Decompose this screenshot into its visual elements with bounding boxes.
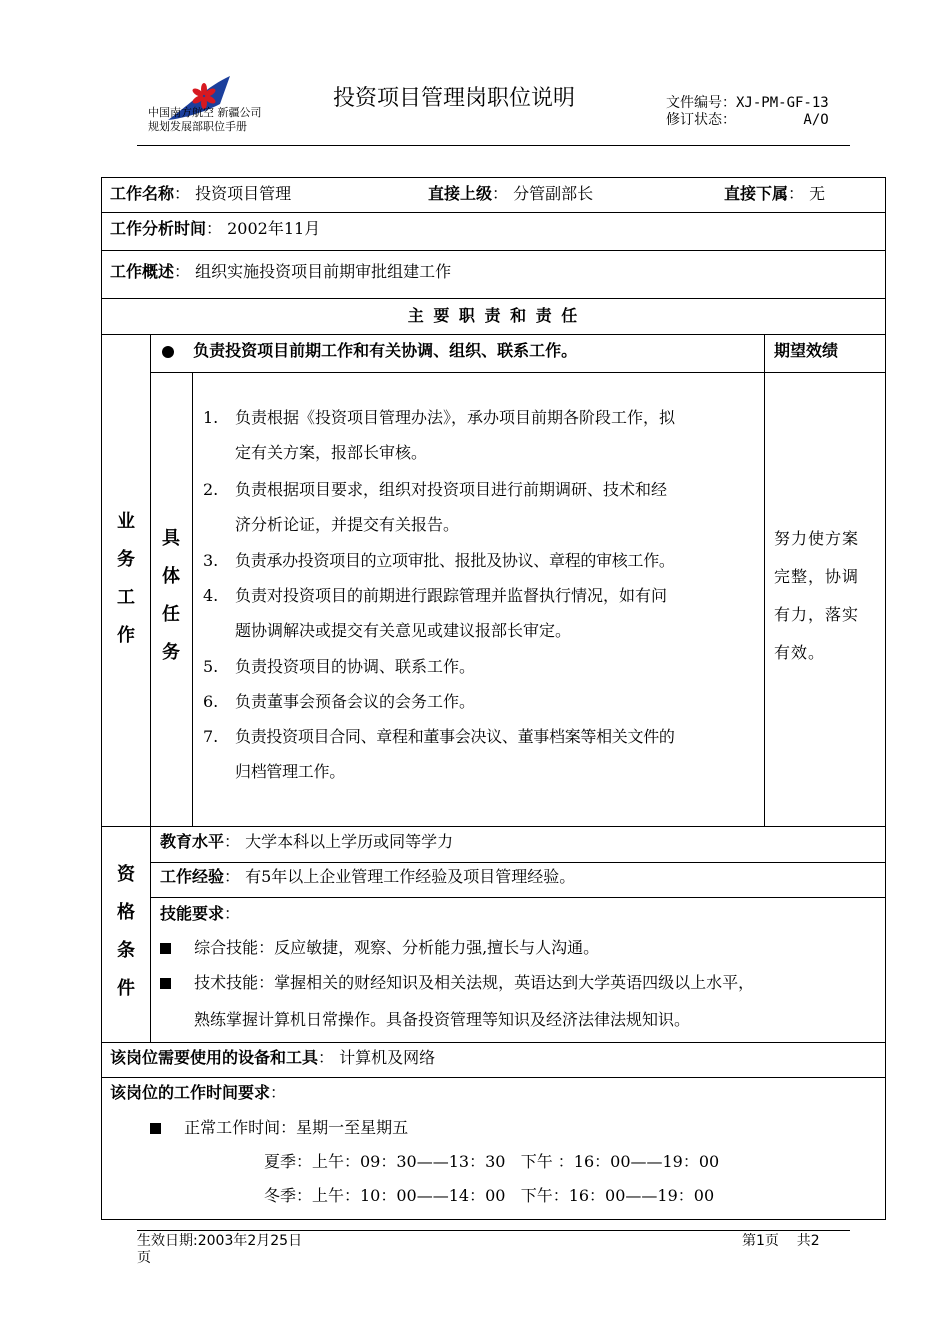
analysis-time-value: 2002年11月 bbox=[227, 219, 321, 238]
analysis-time-row: 工作分析时间： 2002年11月 bbox=[110, 219, 321, 238]
skills-label: 技能要求 bbox=[160, 904, 225, 923]
table-border bbox=[101, 177, 886, 178]
logo-subtitle: 规划发展部职位手册 bbox=[148, 120, 247, 133]
skill-tech-row bbox=[160, 973, 754, 993]
logo-company-name: 中国南方航空 新疆公司 bbox=[148, 106, 262, 119]
subordinate-label: 直接下属 bbox=[724, 184, 789, 203]
page-number: 第1页 共2 bbox=[742, 1233, 820, 1249]
row-divider bbox=[101, 298, 886, 299]
experience-value: 有5年以上企业管理工作经验及项目管理经验。 bbox=[245, 867, 576, 886]
col-divider bbox=[150, 334, 151, 1042]
col-divider bbox=[764, 334, 765, 826]
work-time-row: 该岗位的工作时间要求： bbox=[110, 1083, 287, 1102]
work-time-label: 该岗位的工作时间要求 bbox=[110, 1083, 271, 1102]
education-row: 教育水平： 大学本科以上学历或同等学力 bbox=[160, 832, 454, 851]
experience-label: 工作经验 bbox=[160, 867, 225, 886]
doc-number: 文件编号：XJ-PM-GF-13 bbox=[666, 95, 829, 111]
overview-value: 组织实施投资项目前期审批组建工作 bbox=[195, 262, 452, 281]
col-divider bbox=[192, 372, 193, 826]
footer-rule bbox=[137, 1230, 850, 1231]
business-work-label: 业 务 工 作 bbox=[117, 511, 135, 646]
revision-status: 修订状态： A/O bbox=[666, 112, 829, 128]
specific-tasks-label: 具 体 任 务 bbox=[162, 528, 180, 663]
superior-row: 直接上级： 分管副部长 bbox=[428, 184, 594, 203]
square-bullet-icon bbox=[160, 943, 171, 954]
equipment-value: 计算机及网络 bbox=[339, 1048, 436, 1067]
square-bullet-icon bbox=[150, 1123, 161, 1134]
expected-performance-text: 努力使方案 完整，协调 有力，落实 有效。 bbox=[774, 529, 860, 662]
expected-performance-label: 期望效绩 bbox=[774, 341, 839, 360]
row-divider bbox=[101, 1042, 886, 1043]
row-divider bbox=[101, 1077, 886, 1078]
skill-general-row bbox=[160, 938, 599, 958]
experience-row: 工作经验： 有5年以上企业管理工作经验及项目管理经验。 bbox=[160, 867, 576, 886]
overview-label: 工作概述 bbox=[110, 262, 175, 281]
equipment-row: 该岗位需要使用的设备和工具： 计算机及网络 bbox=[110, 1048, 436, 1067]
row-divider bbox=[150, 897, 886, 898]
overview-row: 工作概述： 组织实施投资项目前期审批组建工作 bbox=[110, 262, 452, 281]
skill-tech-text-1: 技术技能：掌握相关的财经知识及相关法规，英语达到大学英语四级以上水平， bbox=[194, 973, 755, 992]
square-bullet-icon bbox=[160, 978, 171, 989]
skill-tech-row-2: 熟练掌握计算机日常操作。具备投资管理等知识及经济法律法规知识。 bbox=[194, 1010, 691, 1029]
effective-date: 生效日期:2003年2月25日 bbox=[137, 1233, 303, 1249]
education-label: 教育水平 bbox=[160, 832, 225, 851]
education-value: 大学本科以上学历或同等学力 bbox=[245, 832, 454, 851]
qualifications-label: 资 格 条 件 bbox=[117, 864, 135, 999]
analysis-time-label: 工作分析时间 bbox=[110, 219, 207, 238]
superior-label: 直接上级 bbox=[428, 184, 493, 203]
skill-general-text: 综合技能：反应敏捷，观察、分析能力强,擅长与人沟通。 bbox=[194, 938, 600, 957]
winter-schedule: 冬季：上午：10：00——14：00 下午：16：00——19：00 bbox=[264, 1186, 715, 1205]
page-tail: 页 bbox=[137, 1250, 151, 1266]
normal-time-text: 正常工作时间：星期一至星期五 bbox=[184, 1118, 409, 1137]
duties-section-title: 主 要 职 责 和 责 任 bbox=[407, 306, 580, 325]
job-name-row: 工作名称： 投资项目管理 bbox=[110, 184, 292, 203]
row-divider bbox=[150, 372, 886, 373]
row-divider bbox=[101, 212, 886, 213]
job-name-label: 工作名称 bbox=[110, 184, 175, 203]
header-rule bbox=[137, 145, 850, 146]
equipment-label: 该岗位需要使用的设备和工具 bbox=[110, 1048, 319, 1067]
normal-time-row bbox=[150, 1118, 408, 1138]
row-divider bbox=[101, 250, 886, 251]
superior-value: 分管副部长 bbox=[513, 184, 594, 203]
main-duty-text: 负责投资项目前期工作和有关协调、组织、联系工作。 bbox=[193, 341, 578, 360]
row-divider bbox=[101, 334, 886, 335]
row-divider bbox=[150, 862, 886, 863]
table-border bbox=[101, 1219, 886, 1220]
row-divider bbox=[101, 826, 886, 827]
main-duty-row bbox=[162, 341, 577, 361]
job-name-value: 投资项目管理 bbox=[195, 184, 292, 203]
skills-row: 技能要求： bbox=[160, 904, 241, 923]
bullet-dot-icon bbox=[162, 346, 174, 358]
page-title: 投资项目管理岗职位说明 bbox=[333, 86, 576, 111]
summer-schedule: 夏季：上午：09：30——13：30 下午 ：16：00——19：00 bbox=[264, 1152, 720, 1171]
subordinate-row: 直接下属： 无 bbox=[724, 184, 826, 203]
subordinate-value: 无 bbox=[809, 184, 826, 203]
